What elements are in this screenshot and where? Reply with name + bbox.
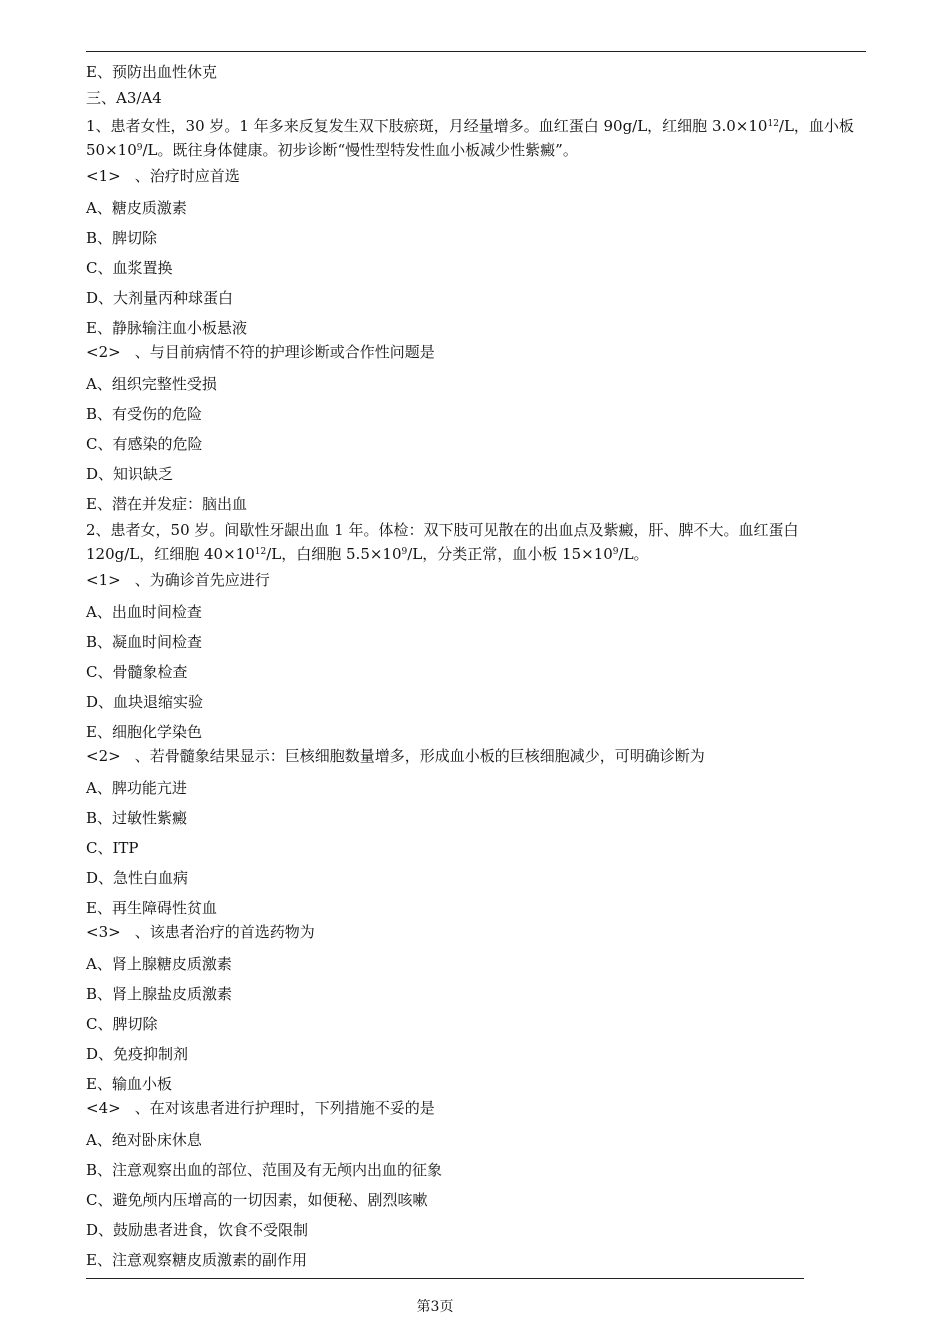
text-line: A、绝对卧床休息: [86, 1131, 202, 1149]
sub-question-number: <2>: [86, 343, 121, 361]
sub-question-number: <1>: [86, 167, 121, 185]
stem-text: /L，血小板 50×10: [86, 117, 854, 159]
sub-question: [86, 1098, 435, 1118]
sub-question-text: 、在对该患者进行护理时，下列措施不妥的是: [134, 1099, 435, 1117]
text-line: A、脾功能亢进: [86, 779, 187, 797]
sub-question-number: <2>: [86, 747, 121, 765]
text-line: D、知识缺乏: [86, 465, 174, 483]
text-line: B、注意观察出血的部位、范围及有无颅内出血的征象: [86, 1161, 443, 1179]
stem-text: /L。: [618, 545, 649, 563]
text-line: E、预防出血性休克: [86, 63, 217, 81]
text-line: D、血块退缩实验: [86, 693, 204, 711]
stem-text: 1、患者女性，30 岁。1 年多来反复发生双下肢瘀斑，月经量增多。血红蛋白 90g/L，红细胞 3.0×10: [86, 117, 768, 135]
exponent: 9: [136, 143, 143, 153]
stem-text: 2、患者女，50 岁。间歇性牙龈出血 1 年。体检：双下肢可见散在的出血点及紫癜，肝、脾不大。血红蛋白 120g/L，红细胞 40×10: [86, 521, 799, 563]
exponent: 9: [401, 547, 408, 557]
text-line: A、糖皮质激素: [86, 199, 187, 217]
sub-question-text: 、与目前病情不符的护理诊断或合作性问题是: [134, 343, 435, 361]
text-line: B、凝血时间检查: [86, 633, 203, 651]
stem-text: /L。既往身体健康。初步诊断“慢性型特发性血小板减少性紫癜”。: [142, 141, 578, 159]
sub-question: [86, 342, 435, 362]
sub-question: [86, 166, 240, 186]
sub-question: [86, 570, 270, 590]
text-line: E、静脉输注血小板悬液: [86, 319, 247, 337]
exponent: 9: [612, 547, 619, 557]
text-line: E、注意观察糖皮质激素的副作用: [86, 1251, 307, 1269]
sub-question-number: <1>: [86, 571, 121, 589]
header-rule: [86, 51, 866, 52]
sub-question-text: 、治疗时应首选: [134, 167, 240, 185]
stem-text: /L，分类正常，血小板 15×10: [407, 545, 613, 563]
page-number: 第3页: [416, 1299, 454, 1315]
question-stem: [86, 518, 866, 566]
text-line: D、鼓励患者进食，饮食不受限制: [86, 1221, 309, 1239]
page-footer: [0, 1296, 950, 1316]
text-line: A、肾上腺糖皮质激素: [86, 955, 232, 973]
text-line: C、血浆置换: [86, 259, 173, 277]
text-line: E、再生障碍性贫血: [86, 899, 217, 917]
question-stem: [86, 114, 866, 162]
text-line: E、细胞化学染色: [86, 723, 202, 741]
exponent: 12: [767, 119, 779, 129]
text-line: C、ITP: [86, 839, 139, 857]
sub-question: [86, 746, 705, 766]
footer-rule: [86, 1278, 804, 1279]
text-line: C、骨髓象检查: [86, 663, 188, 681]
text-line: C、有感染的危险: [86, 435, 203, 453]
text-line: B、肾上腺盐皮质激素: [86, 985, 233, 1003]
text-line: C、脾切除: [86, 1015, 158, 1033]
text-line: D、急性白血病: [86, 869, 189, 887]
stem-text: /L，白细胞 5.5×10: [266, 545, 402, 563]
sub-question: [86, 922, 315, 942]
exponent: 12: [254, 547, 267, 557]
text-line: A、出血时间检查: [86, 603, 202, 621]
text-line: 三、A3/A4: [86, 89, 162, 107]
text-line: B、有受伤的危险: [86, 405, 203, 423]
text-line: D、大剂量丙种球蛋白: [86, 289, 234, 307]
text-line: D、免疫抑制剂: [86, 1045, 189, 1063]
sub-question-text: 、该患者治疗的首选药物为: [134, 923, 315, 941]
text-line: B、脾切除: [86, 229, 158, 247]
sub-question-text: 、为确诊首先应进行: [134, 571, 270, 589]
text-line: B、过敏性紫癜: [86, 809, 188, 827]
sub-question-text: 、若骨髓象结果显示：巨核细胞数量增多，形成血小板的巨核细胞减少，可明确诊断为: [134, 747, 705, 765]
sub-question-number: <3>: [86, 923, 121, 941]
sub-question-number: <4>: [86, 1099, 121, 1117]
text-line: C、避免颅内压增高的一切因素，如便秘、剧烈咳嗽: [86, 1191, 428, 1209]
text-line: E、潜在并发症：脑出血: [86, 495, 247, 513]
text-line: E、输血小板: [86, 1075, 172, 1093]
text-line: A、组织完整性受损: [86, 375, 217, 393]
